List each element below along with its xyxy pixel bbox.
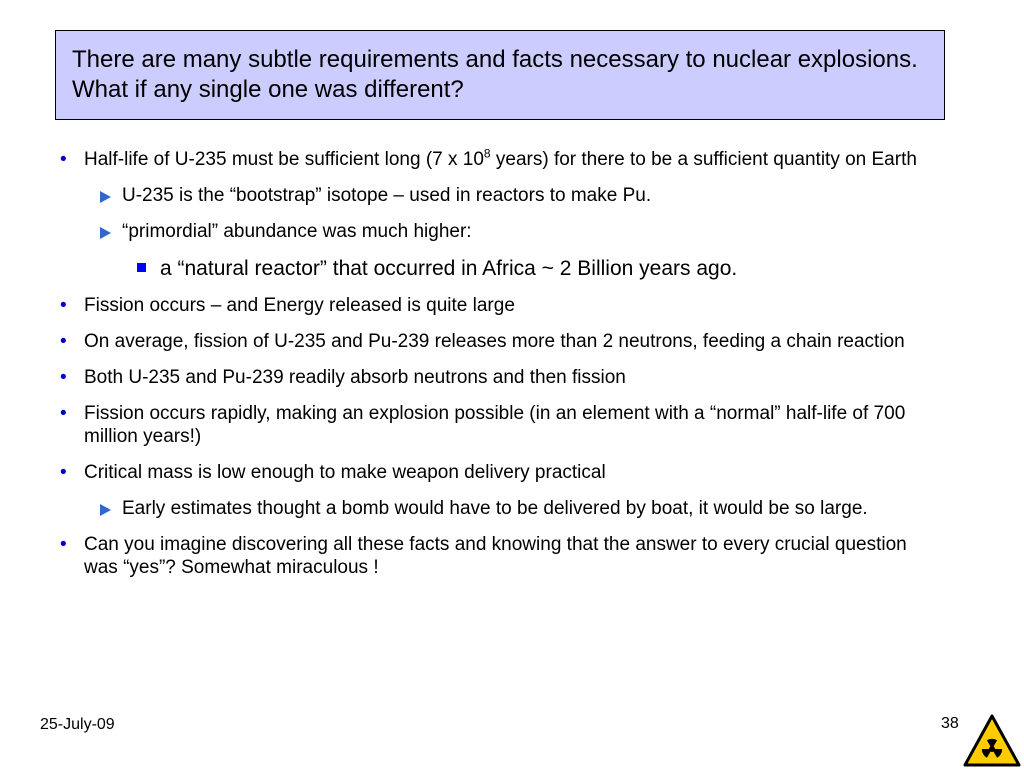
bullet-dot-icon: •: [60, 331, 67, 352]
radiation-hazard-icon: [963, 713, 1021, 767]
bullet-dot-icon: •: [60, 534, 67, 555]
sub-bullet-text: U-235 is the “bootstrap” isotope – used in reactors to make Pu.: [122, 185, 652, 206]
bullet-dot-icon: •: [60, 295, 67, 316]
bullet-dot-icon: •: [60, 149, 67, 170]
sub-sub-bullet-text: a “natural reactor” that occurred in Africa ~ 2 Billion years ago.: [160, 257, 738, 280]
sub-bullet-item: [60, 497, 940, 520]
page-number: 38: [941, 715, 959, 732]
bullet-text: Can you imagine discovering all these facts and knowing that the answer to every crucial question was “yes”? Somewhat miraculous !: [84, 534, 907, 578]
bullet-item: [60, 330, 940, 353]
bullet-dot-icon: •: [60, 403, 67, 424]
bullet-superscript: 8: [483, 146, 491, 161]
bullet-text: On average, fission of U-235 and Pu-239 releases more than 2 neutrons, feeding a chain reaction: [84, 331, 905, 352]
bullet-item: [60, 366, 940, 389]
slide-title-box: [55, 30, 945, 120]
bullet-text: Both U-235 and Pu-239 readily absorb neutrons and then fission: [84, 367, 626, 388]
square-bullet-icon: [137, 263, 146, 272]
slide-title: There are many subtle requirements and facts necessary to nuclear explosions. What if any single one was different?: [72, 46, 918, 103]
sub-bullet-text: “primordial” abundance was much higher:: [122, 221, 472, 242]
sub-sub-bullet-item: [60, 256, 940, 282]
bullet-dot-icon: •: [60, 367, 67, 388]
bullet-text: Fission occurs rapidly, making an explosion possible (in an element with a “normal” half-life of 700 million years!): [84, 403, 906, 447]
triangle-arrow-icon: [100, 504, 111, 516]
bullet-item: [60, 402, 940, 448]
sub-bullet-item: [60, 184, 940, 207]
sub-bullet-text: Early estimates thought a bomb would have to be delivered by boat, it would be so large.: [122, 498, 868, 519]
bullet-text: Fission occurs – and Energy released is quite large: [84, 295, 515, 316]
bullet-item: [60, 294, 940, 317]
bullet-text: Half-life of U-235 must be sufficient long (7 x 10: [84, 149, 484, 170]
triangle-arrow-icon: [100, 191, 111, 203]
bullet-item: [60, 533, 940, 579]
footer-date: 25-July-09: [40, 716, 115, 733]
triangle-arrow-icon: [100, 227, 111, 239]
sub-bullet-item: [60, 220, 940, 243]
bullet-text-continued: years) for there to be a sufficient quantity on Earth: [490, 149, 917, 170]
bullet-item: [60, 461, 940, 484]
bullet-list: [60, 148, 940, 592]
bullet-text: Critical mass is low enough to make weapon delivery practical: [84, 462, 606, 483]
bullet-item: [60, 148, 940, 171]
bullet-dot-icon: •: [60, 462, 67, 483]
